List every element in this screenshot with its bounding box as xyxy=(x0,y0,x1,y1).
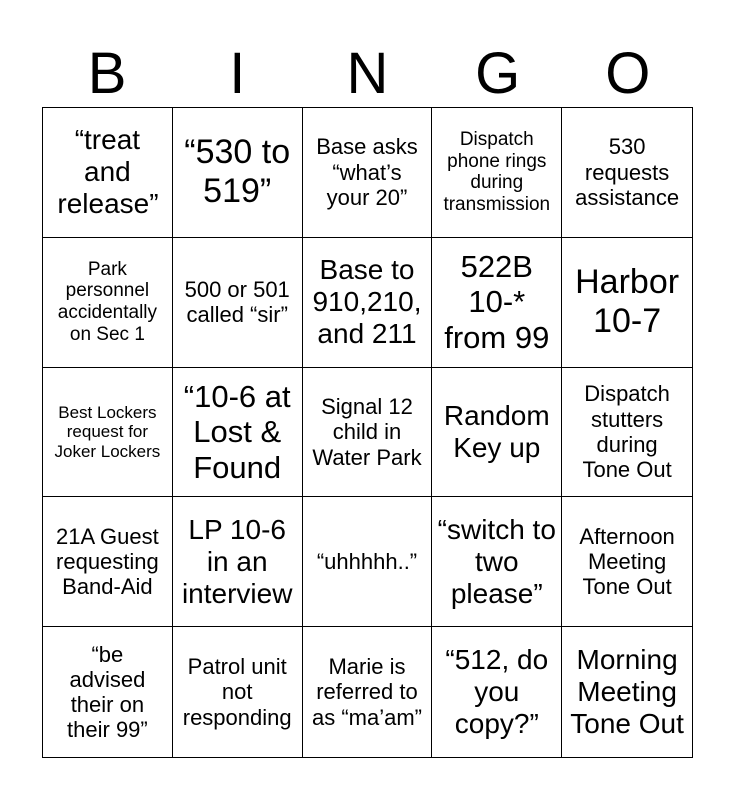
bingo-board xyxy=(42,107,693,758)
header-letter-o: O xyxy=(605,41,651,106)
cell-text: “530 to 519” xyxy=(184,133,291,211)
bingo-header xyxy=(42,38,693,110)
cell-text: LP 10-6 in an interview xyxy=(181,513,293,609)
bingo-cell[interactable] xyxy=(173,627,303,757)
cell-text: Base to 910,210, and 211 xyxy=(312,253,422,350)
bingo-cell[interactable] xyxy=(432,368,562,498)
bingo-cell[interactable] xyxy=(562,368,692,498)
cell-text: “10-6 at Lost & Found xyxy=(183,378,291,485)
header-letter-g: G xyxy=(475,41,521,106)
cell-text: Dispatch stutters during Tone Out xyxy=(582,381,672,483)
bingo-cell[interactable] xyxy=(303,238,433,368)
cell-text: Signal 12 child in Water Park xyxy=(312,394,422,470)
cell-text: Random Key up xyxy=(443,399,550,463)
cell-text: Patrol unit not responding xyxy=(182,654,292,730)
bingo-cell[interactable] xyxy=(173,238,303,368)
cell-text: Morning Meeting Tone Out xyxy=(570,643,684,740)
header-letter-n: N xyxy=(346,41,389,106)
cell-text: 500 or 501 called “sir” xyxy=(184,276,290,328)
cell-text: 21A Guest requesting Band-Aid xyxy=(56,523,159,600)
cell-text: “be advised their on their 99” xyxy=(67,641,148,743)
cell-text: “switch to two please” xyxy=(437,513,556,609)
bingo-cell[interactable] xyxy=(432,497,562,627)
bingo-cell[interactable] xyxy=(173,108,303,238)
cell-text: 522B 10-* from 99 xyxy=(444,248,550,356)
cell-text: Base asks “what’s your 20” xyxy=(316,134,418,211)
bingo-cell[interactable] xyxy=(43,238,173,368)
bingo-cell[interactable] xyxy=(43,497,173,627)
header-letter-b: B xyxy=(87,41,127,106)
cell-text: 530 requests assistance xyxy=(575,134,680,211)
cell-text: Park personnel accidentally on Sec 1 xyxy=(57,258,158,346)
bingo-cell[interactable] xyxy=(173,497,303,627)
bingo-cell[interactable] xyxy=(432,238,562,368)
bingo-cell[interactable] xyxy=(43,368,173,498)
cell-text: Harbor 10-7 xyxy=(575,263,680,341)
cell-text: Afternoon Meeting Tone Out xyxy=(579,523,675,600)
bingo-cell[interactable] xyxy=(562,238,692,368)
cell-text: Dispatch phone rings during transmission xyxy=(443,128,551,216)
bingo-cell[interactable] xyxy=(43,108,173,238)
bingo-cell[interactable] xyxy=(432,627,562,757)
bingo-cell[interactable] xyxy=(303,497,433,627)
bingo-cell[interactable] xyxy=(562,108,692,238)
cell-text: “treat and release” xyxy=(57,124,159,220)
bingo-cell[interactable] xyxy=(432,108,562,238)
bingo-cell[interactable] xyxy=(303,108,433,238)
header-letter-i: I xyxy=(229,41,246,106)
bingo-cell[interactable] xyxy=(173,368,303,498)
cell-text: Marie is referred to as “ma’am” xyxy=(311,654,422,730)
cell-text: “512, do you copy?” xyxy=(445,643,549,740)
cell-text: Best Lockers request for Joker Lockers xyxy=(54,402,161,461)
bingo-cell[interactable] xyxy=(43,627,173,757)
cell-text: “uhhhhh..” xyxy=(316,549,418,575)
bingo-cell[interactable] xyxy=(303,368,433,498)
bingo-cell[interactable] xyxy=(562,627,692,757)
bingo-cell[interactable] xyxy=(562,497,692,627)
bingo-cell[interactable] xyxy=(303,627,433,757)
